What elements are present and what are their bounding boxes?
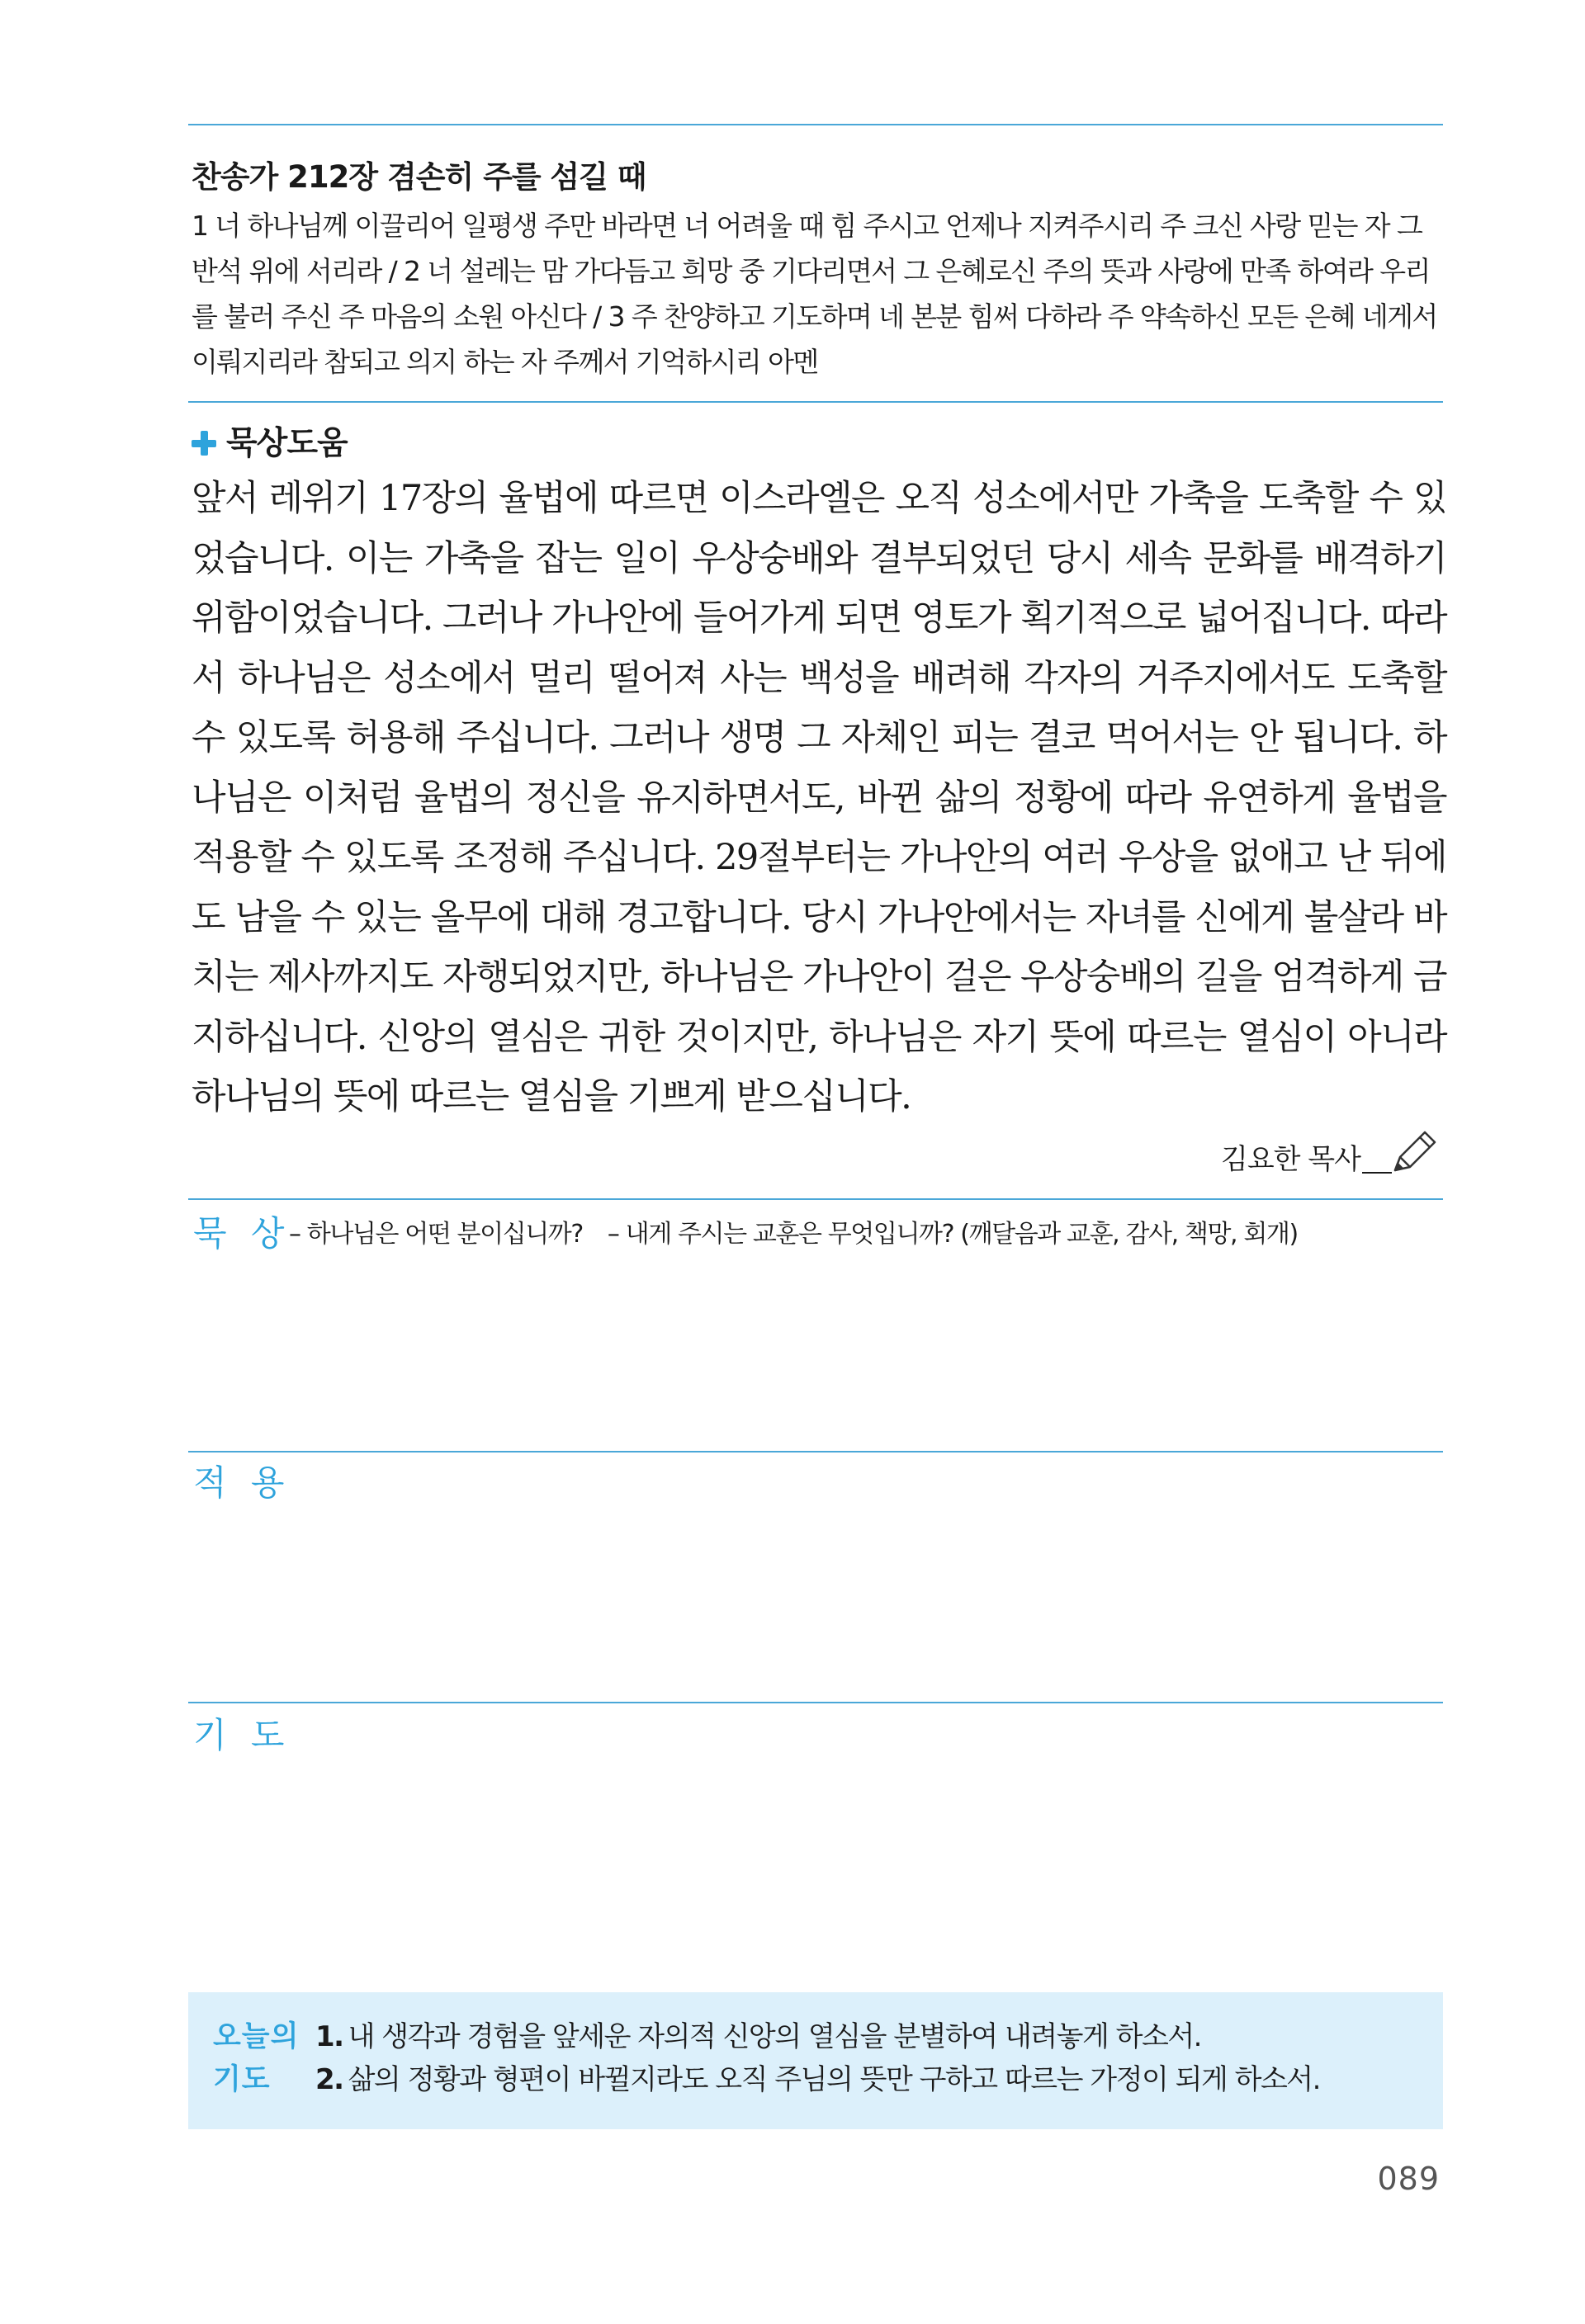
prayer-rule — [188, 1702, 1443, 1703]
question-lesson: – 내게 주시는 교훈은 무엇입니까? (깨달음과 교훈, 감사, 책망, 회개) — [607, 1220, 1298, 1249]
meditation-rule — [188, 1198, 1443, 1200]
pencil-icon — [1389, 1127, 1440, 1177]
author-name: 김요한 목사 — [1220, 1143, 1360, 1176]
application-rule — [188, 1451, 1443, 1452]
prayer-item-text: 내 생각과 경험을 앞세운 자의적 신앙의 열심을 분별하여 내려놓게 하소서. — [348, 2020, 1201, 2053]
prayer-item-number: 2. — [315, 2063, 343, 2096]
todays-prayer-list — [315, 2015, 1320, 2101]
application-writing-area[interactable] — [188, 1510, 1443, 1692]
meditation-help-heading — [192, 418, 348, 464]
todays-prayer-box — [188, 1992, 1443, 2129]
todays-prayer-label-line2: 기도 — [213, 2063, 271, 2096]
hymn-bottom-rule — [188, 401, 1443, 403]
prayer-writing-area[interactable] — [188, 1763, 1443, 1977]
prayer-item-text: 삶의 정황과 형편이 바뀔지라도 오직 주님의 뜻만 구하고 따르는 가정이 되게 하소서. — [348, 2063, 1320, 2096]
prayer-item-number: 1. — [315, 2020, 343, 2053]
meditation-questions — [289, 1213, 1298, 1249]
prayer-label: 기 도 — [193, 1715, 291, 1755]
page-number: 089 — [1377, 2161, 1440, 2197]
question-who-is-god: – 하나님은 어떤 분이십니까? — [289, 1220, 583, 1249]
prayer-item — [315, 2015, 1320, 2058]
top-rule — [188, 124, 1443, 125]
signature-line — [1362, 1172, 1392, 1174]
prayer-item — [315, 2058, 1320, 2101]
hymn-title: 찬송가 212장 겸손히 주를 섬길 때 — [192, 159, 646, 195]
meditation-help-body: 앞서 레위기 17장의 율법에 따르면 이스라엘은 오직 성소에서만 가축을 도축할 수 있었습니다. 이는 가축을 잡는 일이 우상숭배와 결부되었던 당시 세속 문화를 배격하기 위함이었습니다. 그러나 가나안에 들어가게 되면 영토가 획기적으로 넓어집니다. 따라서 하나님은 성소에서 멀리 떨어져 사는 백성을 배려해 각자의 거주지에서도 도축할 수 있도록 허용해 주십니다. 그러나 생명 그 자체인 피는 결코 먹어서는 안 됩니다. 하나님은 이처럼 율법의 정신을 유지하면서도, 바뀐 삶의 정황에 따라 유연하게 율법을 적용할 수 있도록 조정해 주십니다. 29절부터는 가나안의 여러 우상을 없애고 난 뒤에도 남을 수 있는 올무에 대해 경고합니다. 당시 가나안에서는 자녀를 신에게 불살라 바치는 제사까지도 자행되었지만, 하나님은 가나안이 걸은 우상숭배의 길을 엄격하게 금지하십니다. 신앙의 열심은 귀한 것이지만, 하나님은 자기 뜻에 따르는 열심이 아니라 하나님의 뜻에 따르는 열심을 기쁘게 받으십니다. — [192, 478, 1446, 1117]
application-label: 적 용 — [193, 1462, 291, 1503]
plus-icon — [192, 431, 216, 456]
meditation-label: 묵 상 — [193, 1213, 291, 1254]
meditation-help-title: 묵상도움 — [226, 425, 348, 462]
todays-prayer-label-line1: 오늘의 — [213, 2020, 300, 2053]
author-signature — [1221, 1127, 1440, 1177]
todays-prayer-label — [213, 2015, 299, 2101]
meditation-writing-area[interactable] — [188, 1254, 1443, 1444]
hymn-lyrics: 1 너 하나님께 이끌리어 일평생 주만 바라면 너 어려울 때 힘 주시고 언제나 지켜주시리 주 크신 사랑 믿는 자 그 반석 위에 서리라 / 2 너 설레는 맘 가다듬고 희망 중 기다리면서 그 은혜로신 주의 뜻과 사랑에 만족 하여라 우리를 불러 주신 주 마음의 소원 아신다 / 3 주 찬양하고 기도하며 네 본분 힘써 다하라 주 약속하신 모든 은혜 네게서 이뤄지리라 참되고 의지 하는 자 주께서 기억하시리 아멘 — [192, 210, 1437, 378]
